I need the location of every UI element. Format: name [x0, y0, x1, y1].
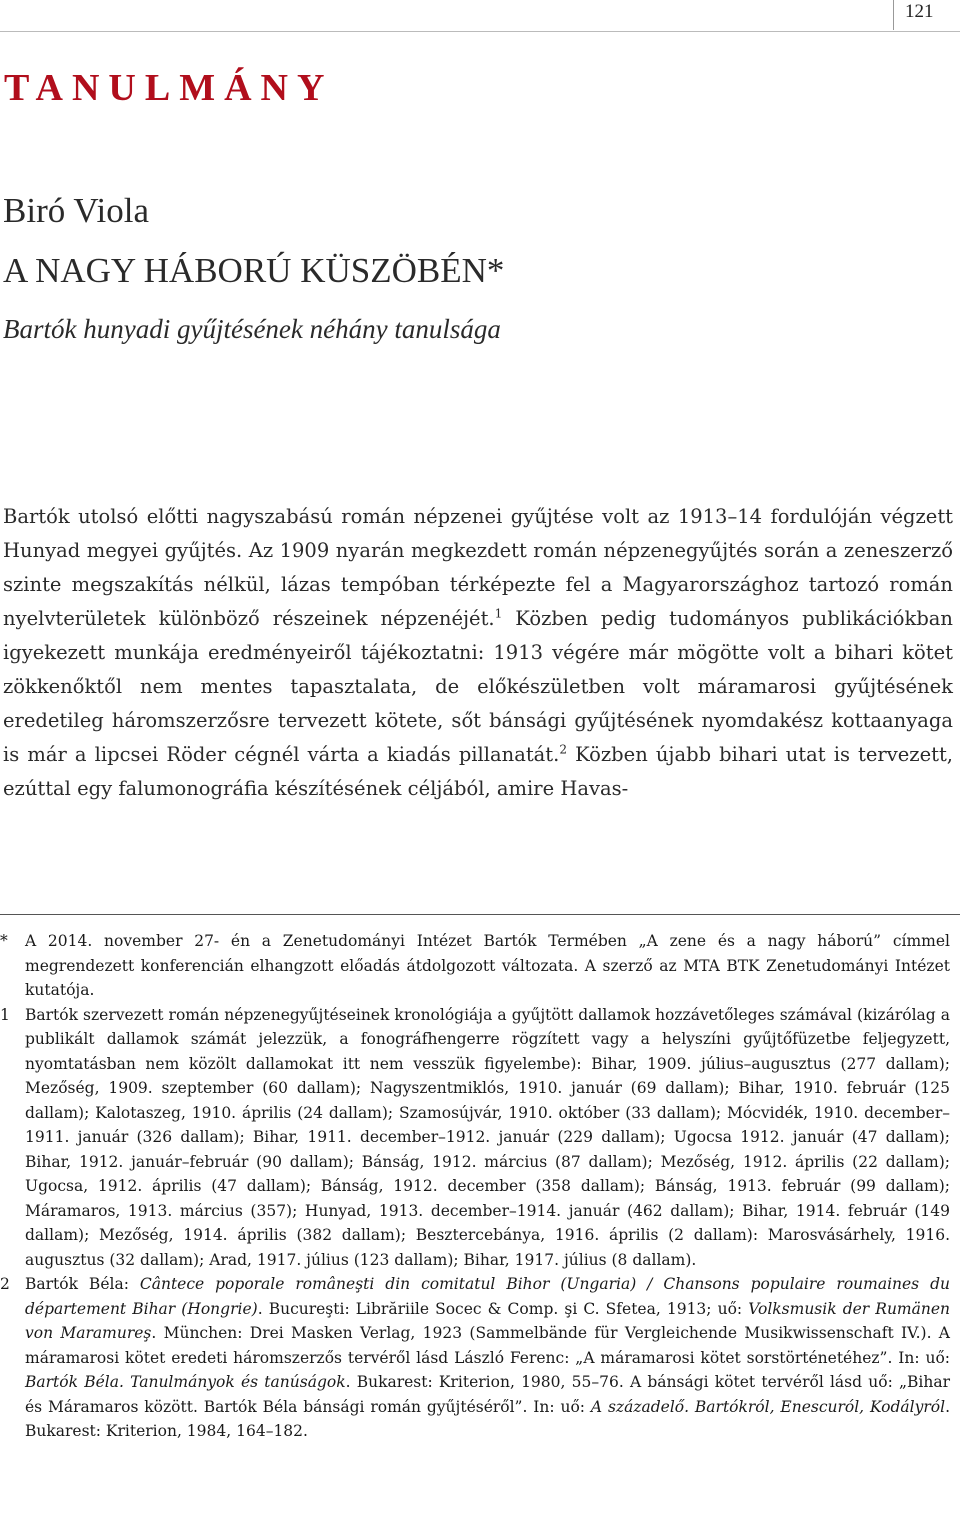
footnote-2: [0, 1272, 950, 1444]
footnote-citation-title: Cântece poporale româneşti din comitatul Bihor (Ungaria) / Chansons populaire roumaines du département Bihar (Hongrie): [25, 1275, 950, 1318]
footnote-text-part: . München: Drei Masken Verlag, 1923 (Sammelbände für Vergleichende Musikwissenschaft IV.). A máramarosi kötet eredeti háromszerzős tervéről lásd László Ferenc: „A máramarosi kötet sorstörténetéhez”. In: uő:: [25, 1324, 950, 1367]
footnote-ref-1[interactable]: 1: [494, 606, 503, 621]
footnote-text-part: . Bucureşti: Librăriile Socec & Comp. şi C. Sfetea, 1913; uő:: [257, 1299, 749, 1318]
header-rule: [0, 31, 960, 32]
header-rule-vertical: [893, 0, 894, 30]
footnote-text-part: . Bukarest: Kriterion, 1980, 55–76. A bánsági kötet tervéről lásd uő: „Bihar és Máramaros között. Bartók Béla bánsági román gyűjtéséről”. In: uő:: [25, 1373, 950, 1416]
body-text-part: Közben pedig tudományos publikációkban igyekezett munkája eredményeiről tájékoztatni: 1913 végére már mögötte volt a bihari kötet zökkenőktől nem mentes tapasztalata, de előkészületben volt máramarosi gyűjtésének eredetileg háromszerzősre tervezett kötete, sőt bánsági gyűjtésének nyomdakész kottaanyaga is már a lipcsei Röder cégnél várta a kiadás pillanatát.: [3, 607, 953, 766]
footnote-text: Bartók szervezett román népzenegyűjtéseinek kronológiája a gyűjtött dallamok hozzávetőleges számával (kizárólag a publikált dallamok számát jelezzük, a fonográfhengerre rögzített vagy a helyszíni gyűjtőfüzetbe feljegyzett, nyomtatásban nem közölt dallamokat itt nem vesszük figyelembe): Bihar, 1909. július–augusztus (277 dallam); Mezőség, 1909. szeptember (60 dallam); Nagyszentmiklós, 1910. január (69 dallam); Bihar, 1910. február (125 dallam); Kalotaszeg, 1910. április (24 dallam); Szamosújvár, 1910. október (33 dallam); Mócvidék, 1910. december–1911. január (326 dallam); Bihar, 1911. december–1912. január (229 dallam); Ugocsa 1912. január (47 dallam); Bihar, 1912. január–február (90 dallam); Bánság, 1912. március (87 dallam); Mezőség, 1912. április (22 dallam); Ugocsa, 1912. április (47 dallam); Bánság, 1912. december (358 dallam); Bánság, 1913. február (99 dallam); Máramaros, 1913. március (357); Hunyad, 1913. december–1914. január (462 dallam); Bihar, 1914. február (149 dallam); Mezőség, 1914. április (382 dallam); Besztercebánya, 1916. április (2 dallam): Marosvásárhely, 1916. augusztus (32 dallam); Arad, 1917. július (123 dallam); Bihar, 1917. július (8 dallam).: [25, 1005, 950, 1269]
footnote-text: A 2014. november 27- én a Zenetudományi Intézet Bartók Termében „A zene és a nagy háború” címmel megrendezett konferencián elhangzott előadás átdolgozott változata. A szerző az MTA BTK Zenetudományi Intézet kutatója.: [25, 932, 950, 999]
author-name: Biró Viola: [3, 191, 149, 230]
footnotes: [0, 929, 950, 1444]
footnote-1: [0, 1003, 950, 1273]
body-text-part: Közben újabb bihari utat is tervezett, ezúttal egy falumonográfia készítésének céljából, amire Havas-: [3, 743, 953, 800]
body-text-part: Bartók utolsó előtti nagyszabású román népzenei gyűjtése volt az 1913–14 fordulóján végzett Hunyad megyei gyűjtés. Az 1909 nyarán megkezdett román népzenegyűjtés során a zeneszerző szinte megszakítás nélkül, lázas tempóban térképezte fel a Magyarországhoz tartozó román nyelvterületek különböző részeinek népzenéjét.: [3, 505, 953, 630]
footnote-star: [0, 929, 950, 1003]
section-label: TANULMÁNY: [4, 67, 334, 109]
article-subtitle: Bartók hunyadi gyűjtésének néhány tanulsága: [3, 314, 501, 344]
footnote-ref-2[interactable]: 2: [559, 742, 568, 757]
footnote-text: [25, 1275, 950, 1440]
page-number: 121: [905, 1, 934, 22]
footnote-mark: *: [0, 932, 8, 950]
footnote-citation-title: A századelő. Bartókról, Enescuról, Kodályról: [590, 1397, 946, 1416]
article-title: A NAGY HÁBORÚ KÜSZÖBÉN*: [3, 251, 505, 290]
footnote-citation-title: Volksmusik der Rumänen von Maramureş: [25, 1299, 951, 1342]
footnote-mark: 1: [0, 1005, 10, 1024]
body-paragraph: [3, 500, 953, 806]
footnote-citation-title: Bartók Béla. Tanulmányok és tanúságok: [25, 1373, 346, 1391]
footnote-rule: [0, 914, 960, 915]
footnote-text-part: Bartók Béla:: [25, 1275, 140, 1293]
footnote-mark: 2: [0, 1275, 10, 1293]
footnote-text-part: . Bukarest: Kriterion, 1984, 164–182.: [25, 1397, 950, 1440]
